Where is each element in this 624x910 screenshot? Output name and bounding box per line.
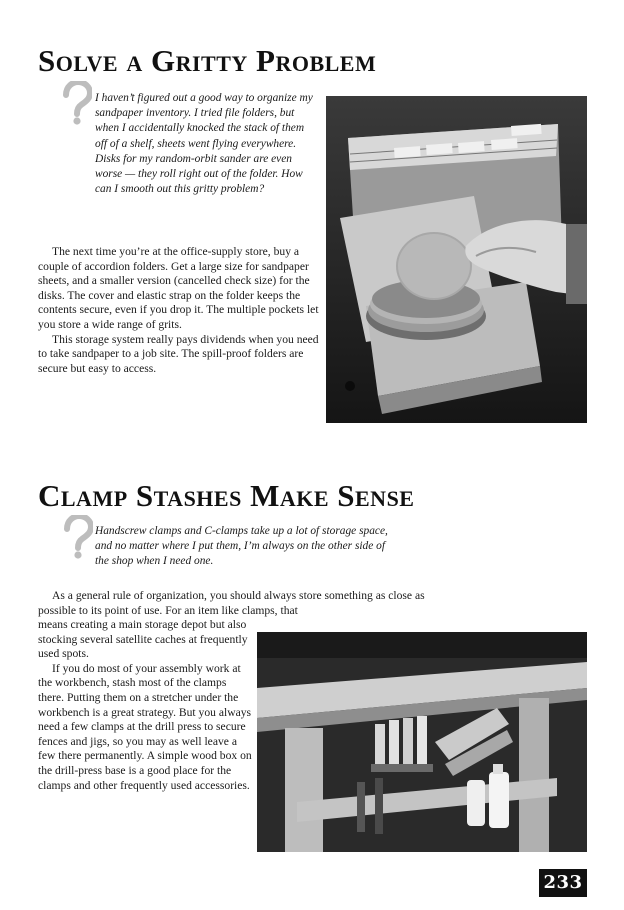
answer-clamps [38,618,252,793]
reader-question-clamps: Handscrew clamps and C-clamps take up a lot of storage space, and no matter where I put them, I’m always on the other side of the shop when I need one. [95,525,388,568]
answer-paragraph: The next time you’re at the office-supply store, buy a couple of accordion folders. Get a large size for sandpaper sheets, and a smaller version (cancelled check size) for the disks. The cover and elastic strap on the folder keeps the contents secure, even if you drop it. The multiple pockets let you store a wide range of grits. [38,245,319,331]
answer-paragraph: If you do most of your assembly work at the workbench, stash most of the clamps there. Putting them on a stretcher under the workbench is a great strategy. But you always need a few clamps at the drill press to secure fences and jigs, so you may as well leave a few there permanently. A simple wood box on the drill-press base is a good place for the clamps and other frequently used accessories. [38,661,252,792]
answer-clamps-lead [38,589,442,618]
reader-question-sandpaper: I haven’t figured out a good way to organize my sandpaper inventory. I tried file folders, but when I accidentally knocked the stack of them off of a shelf, sheets went flying everywhere. Disks for my random-orbit sander are even worse — they roll right out of the folder. How can I smooth out this gritty problem? [95,92,313,196]
page-number: 233 [539,869,587,897]
section-title-sandpaper: Solve a Gritty Problem [38,43,377,78]
answer-paragraph: means creating a main storage depot but also stocking several satellite caches at frequently used spots. [38,618,248,661]
answer-paragraph-lead: As a general rule of organization, you should always store something as close as possible to its point of use. For an item like clamps, that [38,589,425,617]
answer-sandpaper [38,245,321,376]
section-title-clamps: Clamp Stashes Make Sense [38,478,415,513]
photo-accordion-folder [326,96,587,423]
question-mark-icon [60,81,92,125]
photo-workbench-clamps [257,632,587,852]
question-mark-icon [61,515,93,559]
answer-paragraph: This storage system really pays dividends when you need to take sandpaper to a job site. The spill-proof folders are secure but easy to access. [38,332,319,375]
